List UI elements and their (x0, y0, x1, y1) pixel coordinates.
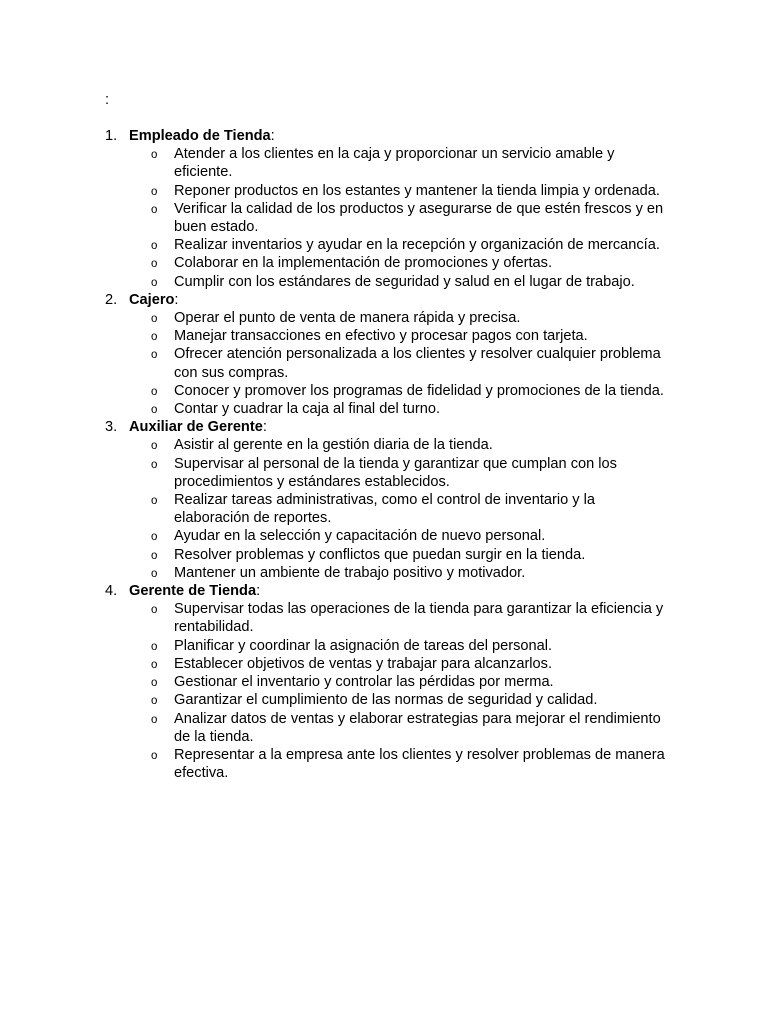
duty-item (129, 691, 674, 709)
duty-text: Colaborar en la implementación de promociones y ofertas. (174, 255, 553, 272)
role-number: 3. (105, 419, 118, 436)
bullet-icon: o (151, 240, 158, 253)
duty-item (129, 564, 674, 582)
duty-text: Resolver problemas y conflictos que puedan surgir en la tienda. (174, 546, 586, 563)
duty-item (129, 455, 674, 491)
duty-item (129, 746, 674, 782)
bullet-icon: o (151, 313, 158, 326)
duty-item (129, 382, 674, 400)
duty-list (129, 600, 674, 782)
duty-text: Operar el punto de venta de manera rápida y precisa. (174, 310, 521, 327)
duty-text: Gestionar el inventario y controlar las pérdidas por merma. (174, 674, 554, 691)
bullet-icon: o (151, 331, 158, 344)
role-title: Auxiliar de Gerente (129, 419, 263, 436)
duty-text: Analizar datos de ventas y elaborar estrategias para mejorar el rendimiento de la tienda. (174, 710, 661, 745)
duty-item (129, 655, 674, 673)
duty-item (129, 491, 674, 527)
duty-text: Representar a la empresa ante los clientes y resolver problemas de manera efectiva. (174, 746, 665, 782)
role-title-colon: : (262, 419, 267, 436)
duty-text: Reponer productos en los estantes y mantener la tienda limpia y ordenada. (174, 182, 660, 199)
duty-item (129, 546, 674, 564)
duty-text: Establecer objetivos de ventas y trabajar para alcanzarlos. (174, 655, 553, 672)
duty-list (129, 309, 674, 418)
role-title: Cajero (129, 291, 175, 308)
duty-item (129, 400, 674, 418)
role-item (104, 127, 674, 291)
bullet-icon: o (151, 695, 158, 708)
duty-list (129, 436, 674, 582)
duty-item (129, 327, 674, 345)
duty-text: Garantizar el cumplimiento de las normas de seguridad y calidad. (174, 692, 598, 709)
bullet-icon: o (151, 349, 158, 362)
duty-text: Contar y cuadrar la caja al final del turno. (174, 401, 441, 418)
role-number: 4. (105, 583, 118, 600)
bullet-icon: o (151, 549, 158, 562)
roles-list (104, 127, 674, 782)
duty-item (129, 637, 674, 655)
role-number: 2. (105, 291, 118, 308)
bullet-icon: o (151, 185, 158, 198)
lead-text: : (105, 92, 110, 108)
role-number: 1. (105, 128, 118, 144)
bullet-icon: o (151, 258, 158, 271)
duty-text: Supervisar todas las operaciones de la tienda para garantizar la eficiencia y rentabilidad. (174, 601, 664, 636)
duty-text: Ayudar en la selección y capacitación de nuevo personal. (174, 528, 546, 545)
duty-item (129, 673, 674, 691)
duty-item (129, 436, 674, 454)
duty-text: Supervisar al personal de la tienda y garantizar que cumplan con los procedimientos y estándares establecidos. (174, 455, 617, 490)
role-item (104, 418, 674, 582)
role-title-colon: : (256, 583, 261, 600)
duty-text: Asistir al gerente en la gestión diaria de la tienda. (174, 437, 493, 454)
duty-item (129, 236, 674, 254)
bullet-icon: o (151, 276, 158, 289)
duty-item (129, 200, 674, 236)
role-title-colon: : (174, 291, 179, 308)
duty-text: Atender a los clientes en la caja y proporcionar un servicio amable y eficiente. (174, 146, 615, 181)
bullet-icon: o (151, 749, 158, 762)
duty-item (129, 182, 674, 200)
role-title-colon: : (270, 128, 275, 144)
bullet-icon: o (151, 531, 158, 544)
duty-item (129, 527, 674, 545)
duty-item (129, 345, 674, 381)
role-item (104, 291, 674, 418)
bullet-icon: o (151, 713, 158, 726)
bullet-icon: o (151, 640, 158, 653)
duty-text: Manejar transacciones en efectivo y procesar pagos con tarjeta. (174, 328, 588, 345)
bullet-icon: o (151, 440, 158, 453)
duty-item (129, 309, 674, 327)
duty-text: Conocer y promover los programas de fidelidad y promociones de la tienda. (174, 382, 664, 399)
duty-list (129, 145, 674, 291)
bullet-icon: o (151, 149, 158, 162)
bullet-icon: o (151, 203, 158, 216)
duty-item (129, 145, 674, 181)
duty-item (129, 273, 674, 291)
role-title: Empleado de Tienda (129, 128, 271, 144)
duty-text: Mantener un ambiente de trabajo positivo y motivador. (174, 564, 526, 581)
bullet-icon: o (151, 604, 158, 617)
bullet-icon: o (151, 567, 158, 580)
role-item (104, 582, 674, 782)
bullet-icon: o (151, 404, 158, 417)
bullet-icon: o (151, 495, 158, 508)
bullet-icon: o (151, 385, 158, 398)
duty-text: Realizar tareas administrativas, como el control de inventario y la elaboración de reportes. (174, 492, 595, 527)
duty-item (129, 254, 674, 272)
duty-text: Cumplir con los estándares de seguridad y salud en el lugar de trabajo. (174, 273, 635, 290)
duty-item (129, 710, 674, 746)
duty-text: Realizar inventarios y ayudar en la recepción y organización de mercancía. (174, 237, 660, 254)
duty-text: Planificar y coordinar la asignación de tareas del personal. (174, 637, 553, 654)
duty-text: Ofrecer atención personalizada a los clientes y resolver cualquier problema con sus compras. (174, 346, 661, 381)
duty-item (129, 600, 674, 636)
role-title: Gerente de Tienda (129, 583, 257, 600)
bullet-icon: o (151, 658, 158, 671)
bullet-icon: o (151, 677, 158, 690)
duty-text: Verificar la calidad de los productos y asegurarse de que estén frescos y en buen estado. (174, 200, 664, 236)
bullet-icon: o (151, 458, 158, 471)
